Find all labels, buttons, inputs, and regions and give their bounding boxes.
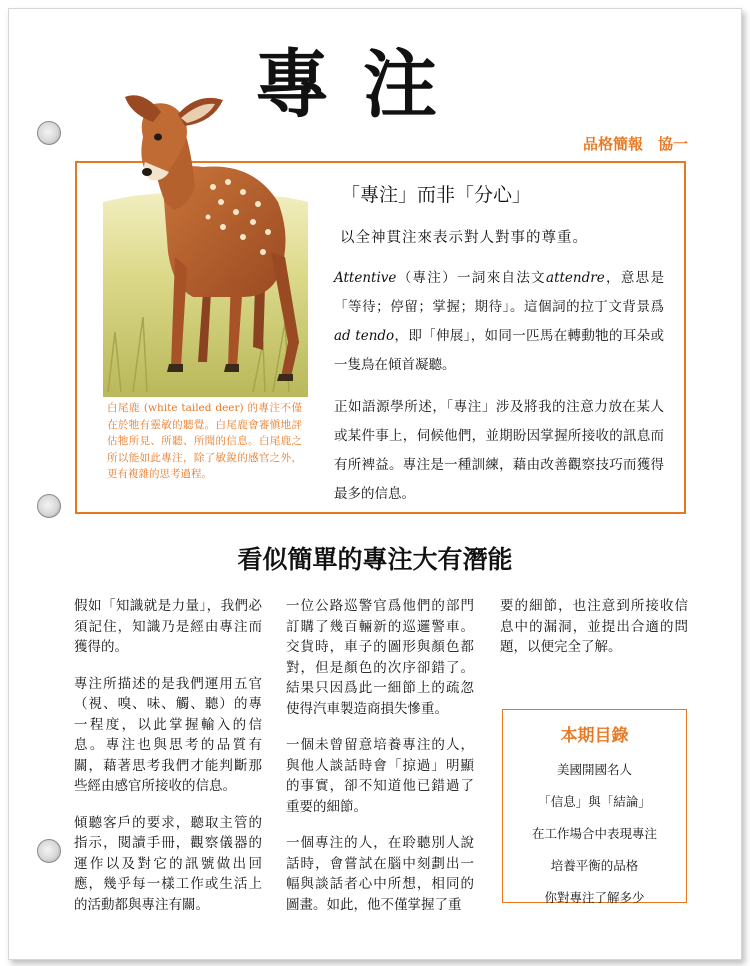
toc-item[interactable]: 美國開國名人	[556, 762, 632, 777]
feature-heading: 「專注」而非「分心」	[341, 184, 532, 206]
toc-title: 本期目錄	[560, 726, 629, 746]
body-paragraph: 要的細節，也注意到所接收信息中的漏洞，並提出合適的問題，以便完全了解。	[500, 598, 688, 655]
body-paragraph: 一位公路巡警官爲他們的部門訂購了幾百輛新的巡邏警車。交貨時，車子的圖形與顏色都對，但是顏色的次序卻錯了。結果只因爲此一細節上的疏忽使得汽車製造商損失慘重。	[286, 598, 474, 717]
toc-item[interactable]: 培養平衡的品格	[550, 858, 639, 873]
body-paragraph: 一個專注的人，在聆聽別人說話時，會嘗試在腦中刻劃出一幅與談話者心中所想，相同的圖畫。如此，他不僅掌握了重	[286, 835, 474, 913]
body-paragraph: 專注所描述的是我們運用五官（視、嗅、味、觸、聽）的專一程度，以此掌握輸入的信息。專注也與思考的品質有關，藉著思考我們才能判斷那些經由感官所接收的信息。	[74, 675, 262, 794]
column-2	[286, 596, 474, 931]
latin-term: Attentive	[334, 270, 397, 286]
deer-caption: 白尾鹿 (white tailed deer) 的專注不僅在於牠有靈敏的聽覺。白尾鹿會審愼地評估牠所見、所聽、所聞的信息。白尾鹿之所以能如此專注，除了敏銳的感官之外，更有複雜的思考過程。	[107, 402, 302, 480]
body-paragraph: 傾聽客戶的要求，聽取主管的指示，閱讀手冊，觀察儀器的運作以及對它的訊號做出回應，幾乎每一樣工作或生活上的活動都與專注有關。	[74, 814, 262, 913]
toc-item[interactable]: 在工作場合中表現專注	[531, 826, 657, 841]
page-title: 專注	[255, 42, 471, 128]
column-3	[500, 596, 688, 674]
binder-hole-top	[37, 121, 61, 145]
body-paragraph: 假如「知識就是力量」，我們必須記住，知識乃是經由專注而獲得的。	[74, 598, 262, 655]
definition-paragraph: 正如語源學所述，「專注」涉及將我的注意力放在某人或某件事上，伺候他們，並期盼因掌握所接收的訊息而有所裨益。專注是一種訓練，藉由改善觀察技巧而獲得最多的信息。	[334, 399, 664, 502]
main-heading: 看似簡單的專注大有潛能	[237, 545, 513, 574]
latin-term: ad tendo	[334, 328, 395, 344]
toc-item[interactable]: 「信息」與「結論」	[538, 794, 651, 809]
toc-item[interactable]: 你對專注了解多少	[544, 890, 645, 905]
column-1	[74, 596, 262, 931]
binder-hole-middle	[37, 494, 61, 518]
feature-subtitle: 以全神貫注來表示對人對事的尊重。	[340, 230, 588, 246]
binder-hole-bottom	[37, 839, 61, 863]
deer-illustration	[103, 92, 308, 397]
etymology-paragraph: Attentive（專注）一詞來自法文attendre，意思是「等待；停留；掌握；期待」。這個詞的拉丁文背景爲ad tendo，即「伸展」，如同一匹馬在轉動牠的耳朵或一隻鳥在傾首凝聽。	[334, 270, 664, 373]
latin-term: attendre	[546, 270, 605, 286]
body-paragraph: 一個未曾留意培養專注的人，與他人談話時會「掠過」明顯的事實，卻不知道他已錯過了重要的細節。	[286, 737, 474, 815]
table-of-contents	[502, 709, 687, 903]
series-label: 品格簡報 協一	[583, 135, 689, 153]
